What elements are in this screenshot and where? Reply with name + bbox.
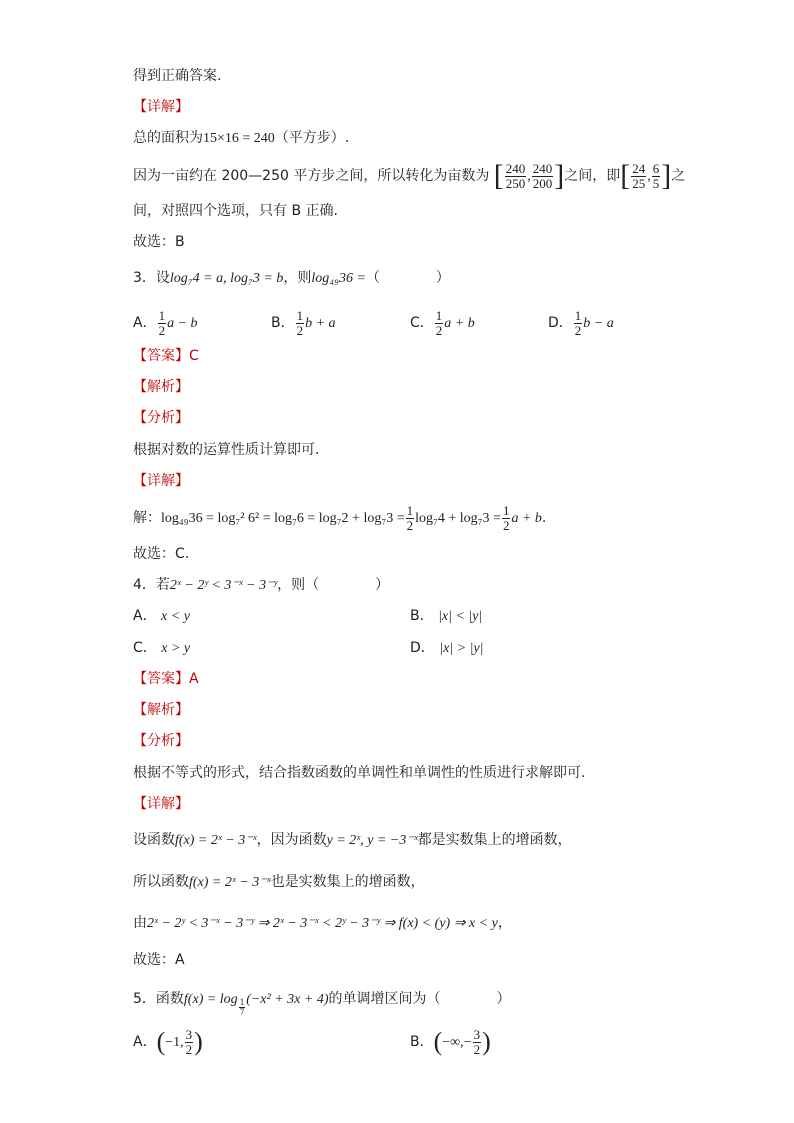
text-line: 得到正确答案. xyxy=(133,68,222,84)
q4-step-3: 由2ˣ − 2ʸ < 3⁻ˣ − 3⁻ʸ ⇒ 2ˣ − 3⁻ˣ < 2ʸ − 3⁻ʸ ⇒ f(x) < (y) ⇒ x < y， xyxy=(133,915,512,931)
q3-fenxi-heading: 【分析】 xyxy=(133,410,189,426)
q4-fenxi-heading: 【分析】 xyxy=(133,733,189,749)
q4-option-d: D． |x| > |y| xyxy=(410,640,484,656)
q4-answer: 【答案】A xyxy=(133,671,199,687)
q3-fenxi-text: 根据对数的运算性质计算即可. xyxy=(133,442,320,458)
q4-select: 故选：A xyxy=(133,952,185,968)
q4-jiexi-heading: 【解析】 xyxy=(133,702,189,718)
question-3-stem: 3．设log₇4 = a, log₇3 = b，则log₄₉36 =（ ） xyxy=(133,270,450,286)
q4-option-c: C． x > y xyxy=(133,640,191,656)
q4-fenxi-text: 根据不等式的形式，结合指数函数的单调性和单调性的性质进行求解即可. xyxy=(133,765,586,781)
question-4-stem: 4．若2ˣ − 2ʸ < 3⁻ˣ − 3⁻ʸ，则（ ） xyxy=(133,577,390,593)
text-line: 故选：B xyxy=(133,234,185,250)
question-5-stem: 5．函数f(x) = log $\frac{1}{7}$ (−x² + 3x + 4)的单调增区间为（ ） xyxy=(133,991,511,1017)
q4-step-1: 设函数f(x) = 2ˣ − 3⁻ˣ，因为函数y = 2ˣ, y = −3⁻ˣ都是实数集上的增函数， xyxy=(133,832,572,848)
text-line: 因为一亩约在 200—250 平方步之间，所以转化为亩数为 [ $\frac{240}{250}$ , $\frac{240}{200}$ ]之间，即[ $\frac{24}{25}$ , $\frac{6}{5}$ ]之 xyxy=(133,159,686,192)
q3-select: 故选：C. xyxy=(133,546,190,562)
q3-option-c: C． $\frac{1}{2}$ a + b xyxy=(410,307,475,338)
text-line: 间，对照四个选项，只有 B 正确. xyxy=(133,203,338,219)
q3-jiexi-heading: 【解析】 xyxy=(133,379,189,395)
q5-option-b: B．(−∞,− $\frac{3}{2}$ ) xyxy=(410,1026,491,1057)
q4-option-a: A． x < y xyxy=(133,608,190,624)
q3-solution: 解：log₄₉36 = log₇² 6² = log₇6 = log₇2 + log₇3 = $\frac{1}{2}$ log₇4 + log₇3 = $\frac{1}{2}$ a + b. xyxy=(133,502,547,533)
section-heading: 【详解】 xyxy=(133,99,189,115)
q4-xiangjie-heading: 【详解】 xyxy=(133,796,189,812)
q3-option-b: B． $\frac{1}{2}$ b + a xyxy=(271,307,336,338)
text-line: 总的面积为15×16 = 240（平方步）. xyxy=(133,130,350,146)
q5-option-a: A．(−1, $\frac{3}{2}$ ) xyxy=(133,1026,203,1057)
q4-option-b: B． |x| < |y| xyxy=(410,608,483,624)
q3-xiangjie-heading: 【详解】 xyxy=(133,473,189,489)
q4-step-2: 所以函数f(x) = 2ˣ − 3⁻ˣ也是实数集上的增函数， xyxy=(133,874,425,890)
q3-option-a: A． $\frac{1}{2}$ a − b xyxy=(133,307,198,338)
q3-answer: 【答案】C xyxy=(133,348,199,364)
q3-option-d: D． $\frac{1}{2}$ b − a xyxy=(548,307,614,338)
